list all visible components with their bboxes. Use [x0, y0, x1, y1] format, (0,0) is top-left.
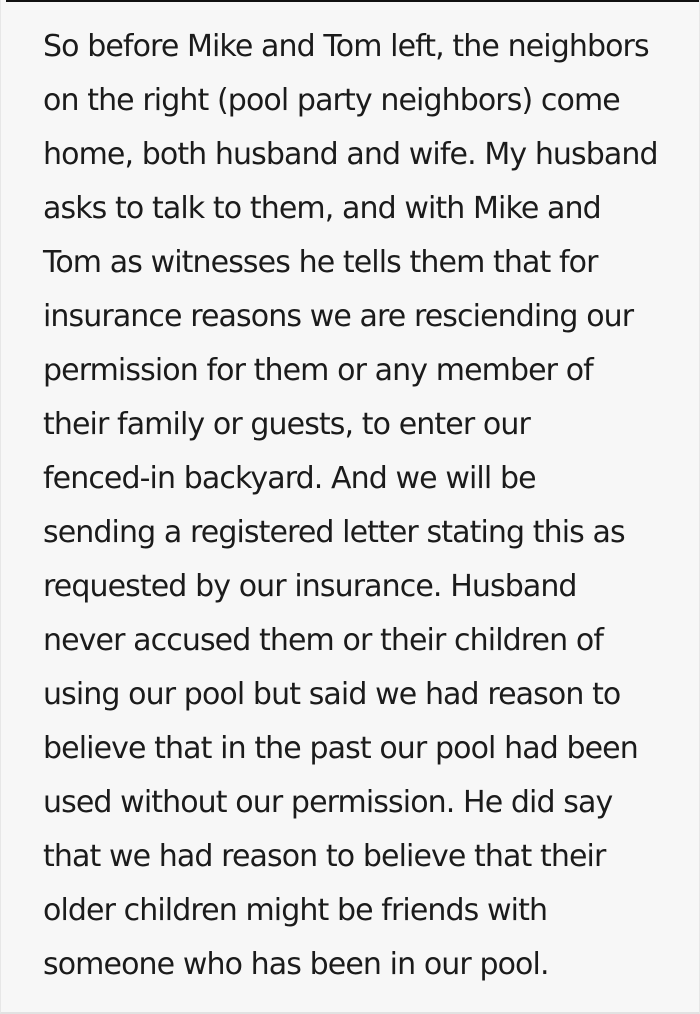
text-line: believe that in the past our pool had been: [43, 731, 638, 766]
text-line: So before Mike and Tom left, the neighbors: [43, 29, 649, 64]
text-line: older children might be friends with: [43, 893, 548, 928]
text-line: someone who has been in our pool.: [43, 947, 549, 982]
text-line: sending a registered letter stating this as: [43, 515, 625, 550]
story-text-block: [43, 20, 685, 992]
text-line: on the right (pool party neighbors) come: [43, 83, 620, 118]
text-line: their family or guests, to enter our: [43, 407, 530, 442]
text-line: using our pool but said we had reason to: [43, 677, 621, 712]
text-line: requested by our insurance. Husband: [43, 569, 577, 604]
text-line: asks to talk to them, and with Mike and: [43, 191, 601, 226]
text-line: insurance reasons we are resciending our: [43, 299, 634, 334]
text-line: fenced-in backyard. And we will be: [43, 461, 536, 496]
top-border-rule: [6, 0, 699, 2]
text-line: never accused them or their children of: [43, 623, 603, 658]
text-line: permission for them or any member of: [43, 353, 593, 388]
text-line: home, both husband and wife. My husband: [43, 137, 658, 172]
text-line: that we had reason to believe that their: [43, 839, 606, 874]
text-line: Tom as witnesses he tells them that for: [43, 245, 598, 280]
text-line: used without our permission. He did say: [43, 785, 613, 820]
